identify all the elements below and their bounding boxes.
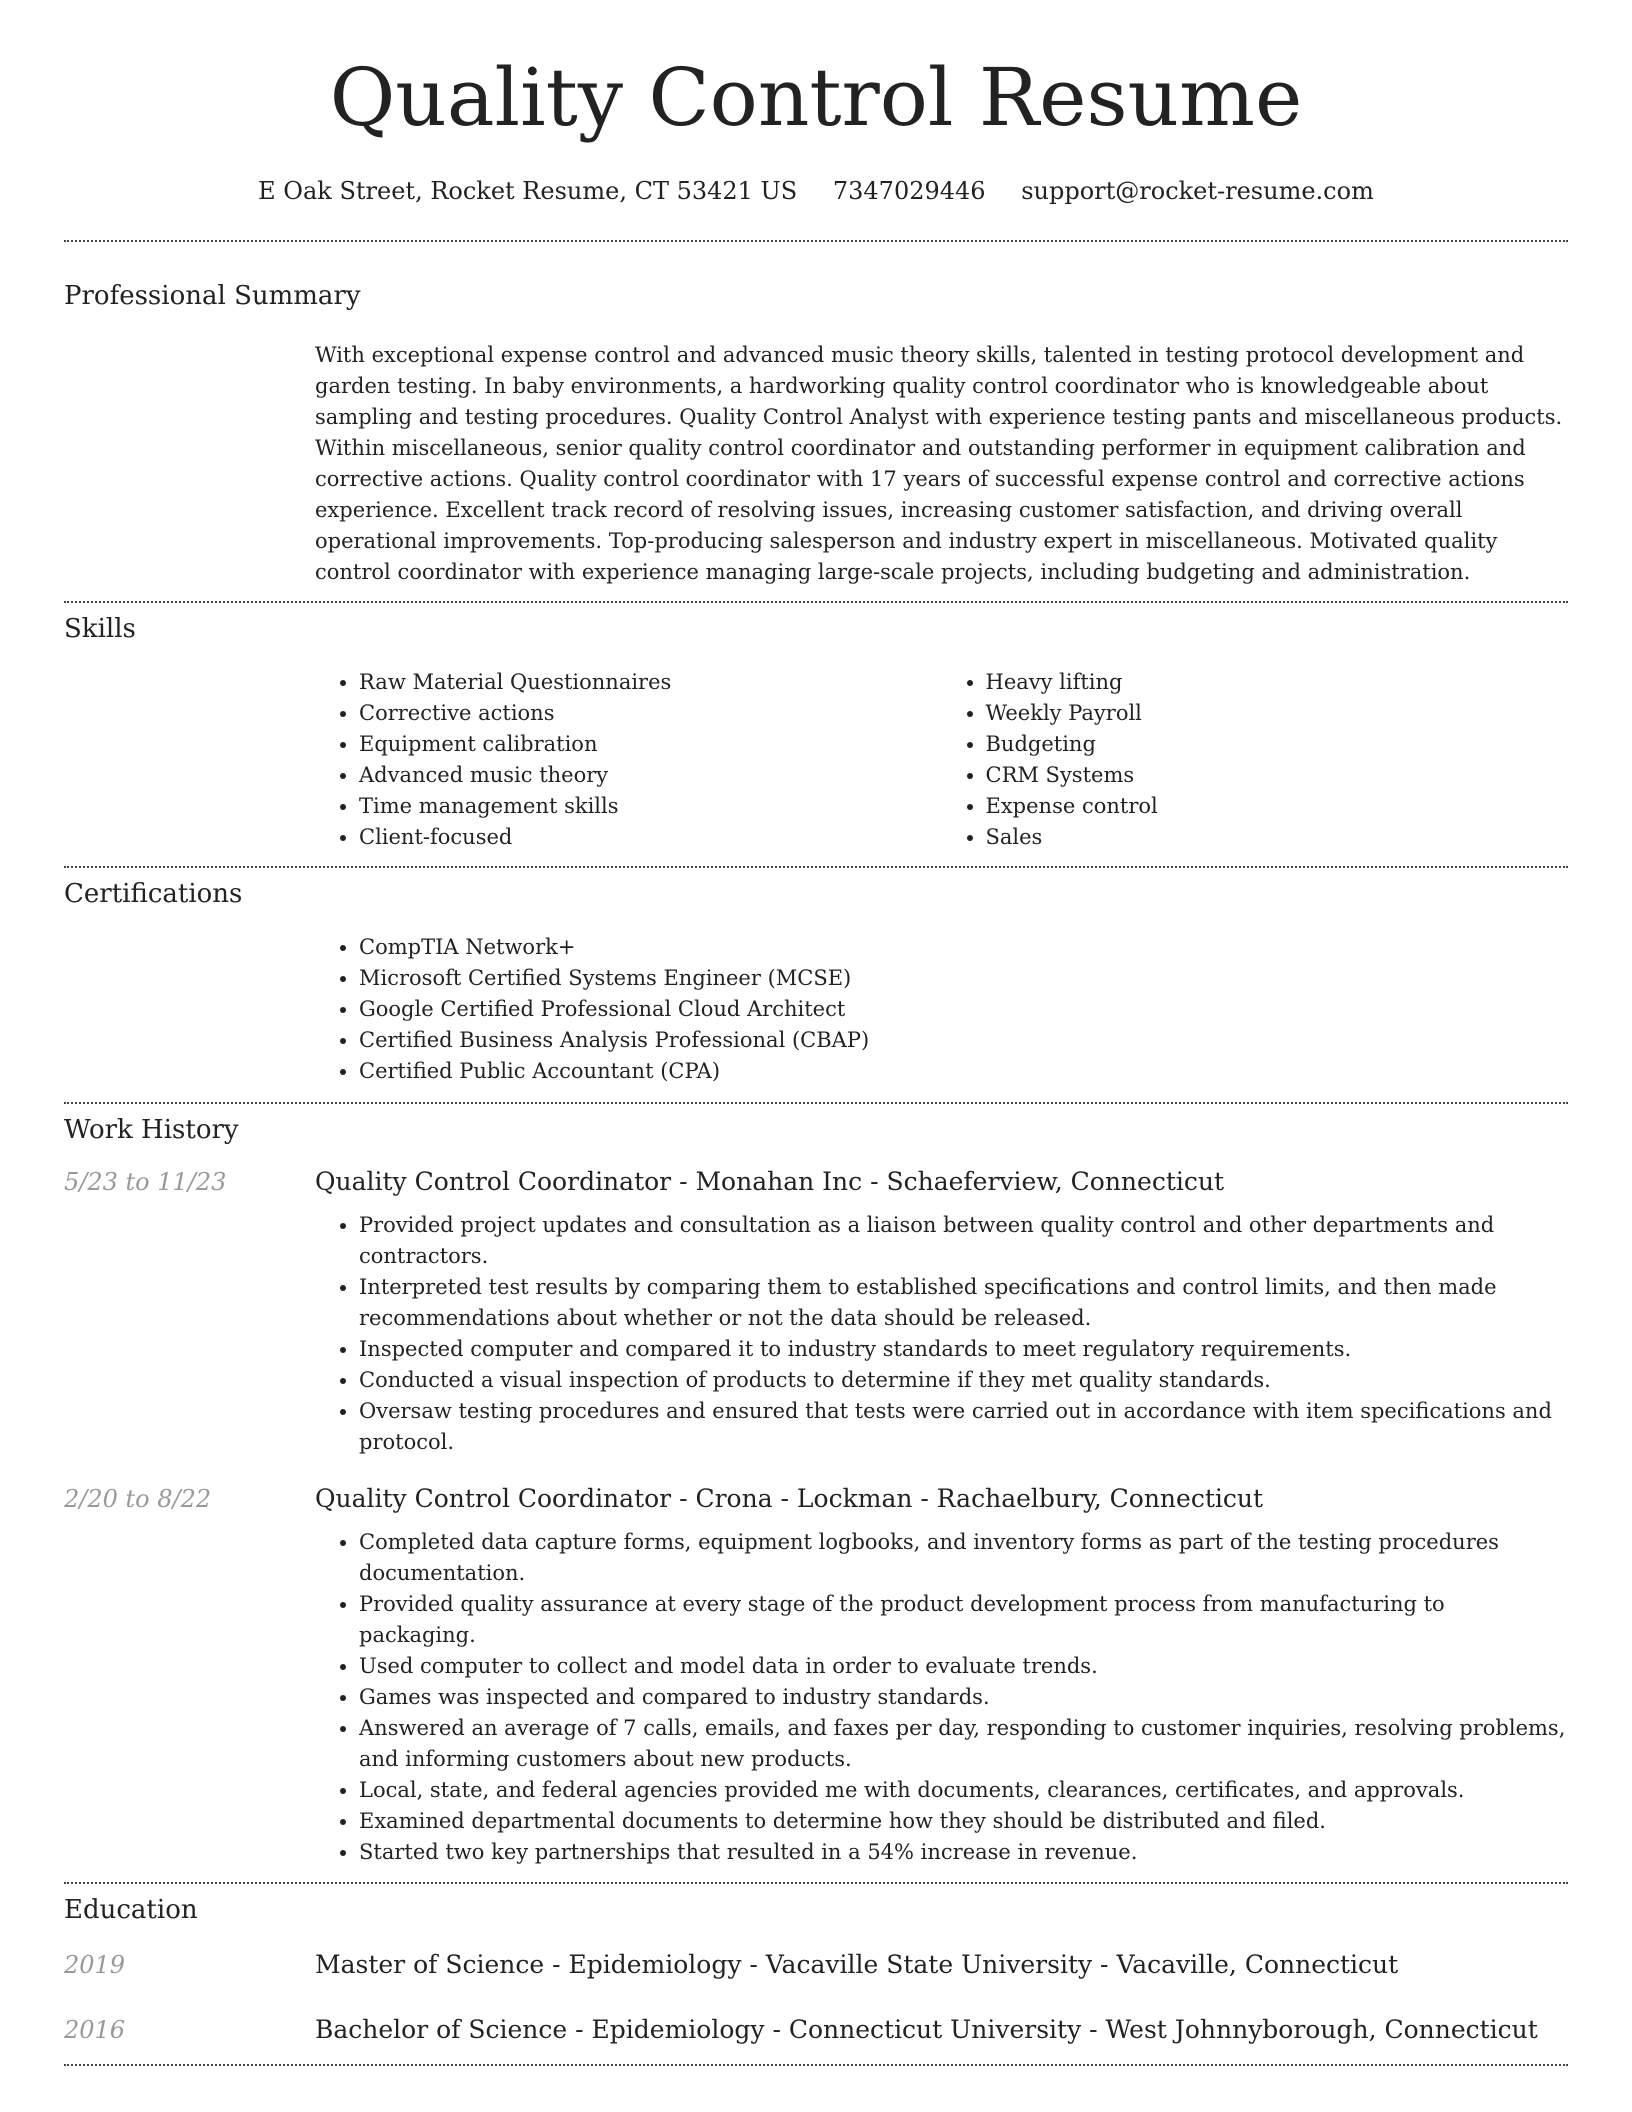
education-entry bbox=[64, 2015, 1568, 2044]
education-section bbox=[64, 1884, 1568, 2044]
job-entry bbox=[64, 1484, 1568, 1868]
skills-section bbox=[64, 603, 1568, 853]
skill-item: • Equipment calibration bbox=[359, 729, 942, 760]
skill-item: • Advanced music theory bbox=[359, 760, 942, 791]
certification-item: • Google Certified Professional Cloud Architect bbox=[359, 994, 1568, 1025]
certification-item: • Certified Business Analysis Professional (CBAP) bbox=[359, 1025, 1568, 1056]
section-title-skills: Skills bbox=[64, 614, 136, 644]
job-bullet: • Provided quality assurance at every stage of the product development process from manufacturing to packaging. bbox=[359, 1589, 1568, 1651]
job-bullet: • Games was inspected and compared to industry standards. bbox=[359, 1682, 1568, 1713]
contact-address: E Oak Street, Rocket Resume, CT 53421 US bbox=[258, 177, 798, 205]
skill-item: • Corrective actions bbox=[359, 698, 942, 729]
education-year: 2019 bbox=[64, 1951, 126, 1979]
section-title-education: Education bbox=[64, 1895, 198, 1925]
resume-header bbox=[64, 0, 1568, 206]
section-title-summary: Professional Summary bbox=[64, 281, 361, 311]
skills-columns bbox=[315, 667, 1568, 853]
contact-line bbox=[64, 176, 1568, 206]
certification-item: • Certified Public Accountant (CPA) bbox=[359, 1056, 1568, 1087]
skill-item: • Weekly Payroll bbox=[986, 698, 1569, 729]
skill-item: • Time management skills bbox=[359, 791, 942, 822]
work-section bbox=[64, 1104, 1568, 1868]
certifications-section bbox=[64, 868, 1568, 1087]
job-bullet: • Completed data capture forms, equipment logbooks, and inventory forms as part of the testing procedures documentation. bbox=[359, 1527, 1568, 1589]
job-bullet: • Provided project updates and consultation as a liaison between quality control and other departments and contractors. bbox=[359, 1210, 1568, 1272]
job-bullet: • Local, state, and federal agencies provided me with documents, clearances, certificates, and approvals. bbox=[359, 1775, 1568, 1806]
education-year: 2016 bbox=[64, 2016, 126, 2044]
skill-item: • Raw Material Questionnaires bbox=[359, 667, 942, 698]
certifications-list bbox=[315, 932, 1568, 1087]
skill-item: • CRM Systems bbox=[986, 760, 1569, 791]
job-bullet: • Interpreted test results by comparing them to established specifications and control limits, and then made recommendations about whether or not the data should be released. bbox=[359, 1272, 1568, 1334]
job-bullets bbox=[315, 1210, 1568, 1458]
skill-item: • Expense control bbox=[986, 791, 1569, 822]
job-heading: Quality Control Coordinator - Monahan Inc - Schaeferview, Connecticut bbox=[315, 1167, 1225, 1196]
job-bullet: • Inspected computer and compared it to industry standards to meet regulatory requirements. bbox=[359, 1334, 1568, 1365]
job-bullet: • Started two key partnerships that resulted in a 54% increase in revenue. bbox=[359, 1837, 1568, 1868]
job-entry bbox=[64, 1167, 1568, 1458]
section-title-certifications: Certifications bbox=[64, 879, 243, 909]
contact-email: support@rocket-resume.com bbox=[1021, 177, 1374, 205]
summary-text: With exceptional expense control and advanced music theory skills, talented in testing protocol development and garden testing. In baby environments, a hardworking quality control coordinator who is knowledgeable about sampling and testing procedures. Quality Control Analyst with experience testing pants and miscellaneous products. Within miscellaneous, senior quality control coordinator and outstanding performer in equipment calibration and corrective actions. Quality control coordinator with 17 years of successful expense control and corrective actions experience. Excellent track record of resolving issues, increasing customer satisfaction, and driving overall operational improvements. Top-producing salesperson and industry expert in miscellaneous. Motivated quality control coordinator with experience managing large-scale projects, including budgeting and administration. bbox=[315, 343, 1563, 584]
skill-item: • Budgeting bbox=[986, 729, 1569, 760]
skills-list-left bbox=[315, 667, 942, 853]
education-entry bbox=[64, 1950, 1568, 1979]
certification-item: • CompTIA Network+ bbox=[359, 932, 1568, 963]
job-header bbox=[64, 1484, 1568, 1513]
job-header bbox=[64, 1167, 1568, 1196]
job-bullet: • Used computer to collect and model data in order to evaluate trends. bbox=[359, 1651, 1568, 1682]
job-dates: 2/20 to 8/22 bbox=[64, 1485, 212, 1513]
education-degree: Master of Science - Epidemiology - Vacaville State University - Vacaville, Connecticut bbox=[315, 1950, 1399, 1979]
education-degree: Bachelor of Science - Epidemiology - Connecticut University - West Johnnyborough, Connecticut bbox=[315, 2015, 1538, 2044]
skill-item: • Client-focused bbox=[359, 822, 942, 853]
job-bullet: • Answered an average of 7 calls, emails, and faxes per day, responding to customer inquiries, resolving problems, and informing customers about new products. bbox=[359, 1713, 1568, 1775]
job-heading: Quality Control Coordinator - Crona - Lockman - Rachaelbury, Connecticut bbox=[315, 1484, 1264, 1513]
skill-item: • Heavy lifting bbox=[986, 667, 1569, 698]
job-bullet: • Conducted a visual inspection of products to determine if they met quality standards. bbox=[359, 1365, 1568, 1396]
job-bullet: • Examined departmental documents to determine how they should be distributed and filed. bbox=[359, 1806, 1568, 1837]
job-bullet: • Oversaw testing procedures and ensured that tests were carried out in accordance with item specifications and protocol. bbox=[359, 1396, 1568, 1458]
summary-section bbox=[64, 242, 1568, 588]
section-title-work: Work History bbox=[64, 1115, 239, 1145]
resume-title: Quality Control Resume bbox=[329, 51, 1303, 144]
certification-item: • Microsoft Certified Systems Engineer (MCSE) bbox=[359, 963, 1568, 994]
job-bullets bbox=[315, 1527, 1568, 1868]
skill-item: • Sales bbox=[986, 822, 1569, 853]
job-details bbox=[315, 1210, 1568, 1458]
summary-content bbox=[315, 340, 1568, 588]
skills-list-right bbox=[942, 667, 1569, 853]
job-details bbox=[315, 1527, 1568, 1868]
certifications-content bbox=[315, 932, 1568, 1087]
contact-phone: 7347029446 bbox=[832, 177, 986, 205]
job-dates: 5/23 to 11/23 bbox=[64, 1168, 227, 1196]
section-divider bbox=[64, 2064, 1568, 2066]
